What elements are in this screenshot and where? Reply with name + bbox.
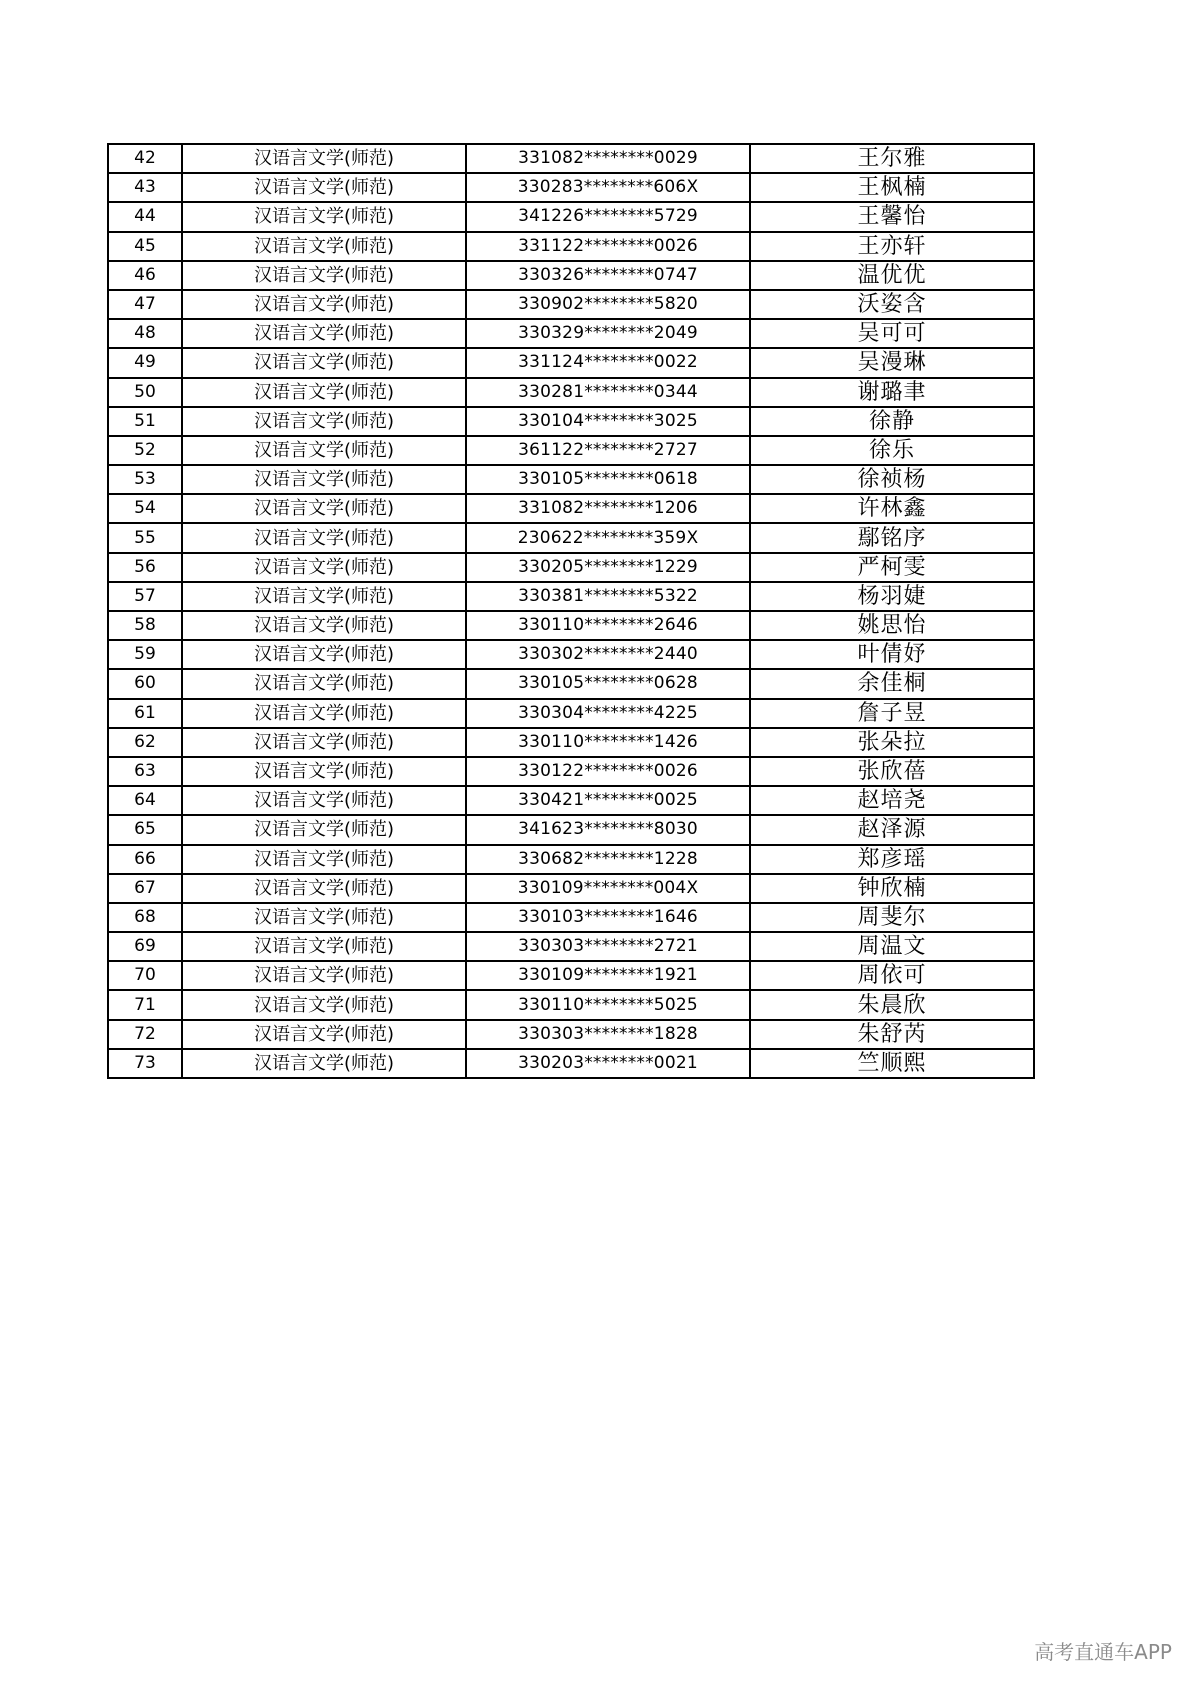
- major-cell: 汉语言文学(师范): [182, 669, 466, 698]
- roster-table-body: [108, 144, 1034, 1078]
- table-row: [108, 407, 1034, 436]
- id-number-cell: 330104********3025: [466, 407, 750, 436]
- id-number-cell: 331124********0022: [466, 348, 750, 377]
- id-number-cell: 330421********0025: [466, 786, 750, 815]
- id-number-cell: 341226********5729: [466, 202, 750, 231]
- name-cell: 鄢铭序: [750, 523, 1034, 552]
- table-row: [108, 582, 1034, 611]
- major-cell: 汉语言文学(师范): [182, 961, 466, 990]
- id-number-cell: 330110********5025: [466, 990, 750, 1019]
- row-number-cell: 45: [108, 232, 182, 261]
- id-number-cell: 330303********2721: [466, 932, 750, 961]
- major-cell: 汉语言文学(师范): [182, 640, 466, 669]
- major-cell: 汉语言文学(师范): [182, 494, 466, 523]
- row-number-cell: 48: [108, 319, 182, 348]
- name-cell: 谢璐聿: [750, 378, 1034, 407]
- major-cell: 汉语言文学(师范): [182, 699, 466, 728]
- name-cell: 严柯雯: [750, 553, 1034, 582]
- id-number-cell: 330105********0628: [466, 669, 750, 698]
- roster-table-container: [107, 143, 1035, 1079]
- watermark: 高考直通车APP: [1034, 1640, 1172, 1664]
- name-cell: 吴漫琳: [750, 348, 1034, 377]
- major-cell: 汉语言文学(师范): [182, 815, 466, 844]
- name-cell: 朱舒芮: [750, 1020, 1034, 1049]
- row-number-cell: 70: [108, 961, 182, 990]
- row-number-cell: 60: [108, 669, 182, 698]
- table-row: [108, 669, 1034, 698]
- table-row: [108, 1020, 1034, 1049]
- name-cell: 赵泽源: [750, 815, 1034, 844]
- table-row: [108, 290, 1034, 319]
- name-cell: 郑彦瑶: [750, 845, 1034, 874]
- id-number-cell: 330302********2440: [466, 640, 750, 669]
- major-cell: 汉语言文学(师范): [182, 903, 466, 932]
- major-cell: 汉语言文学(师范): [182, 845, 466, 874]
- table-row: [108, 553, 1034, 582]
- table-row: [108, 144, 1034, 173]
- major-cell: 汉语言文学(师范): [182, 523, 466, 552]
- id-number-cell: 330122********0026: [466, 757, 750, 786]
- row-number-cell: 67: [108, 874, 182, 903]
- table-row: [108, 757, 1034, 786]
- row-number-cell: 46: [108, 261, 182, 290]
- id-number-cell: 330283********606X: [466, 173, 750, 202]
- id-number-cell: 361122********2727: [466, 436, 750, 465]
- id-number-cell: 330304********4225: [466, 699, 750, 728]
- table-row: [108, 436, 1034, 465]
- id-number-cell: 331082********0029: [466, 144, 750, 173]
- major-cell: 汉语言文学(师范): [182, 990, 466, 1019]
- name-cell: 沃姿含: [750, 290, 1034, 319]
- row-number-cell: 61: [108, 699, 182, 728]
- id-number-cell: 330110********1426: [466, 728, 750, 757]
- row-number-cell: 62: [108, 728, 182, 757]
- name-cell: 王尔雅: [750, 144, 1034, 173]
- major-cell: 汉语言文学(师范): [182, 932, 466, 961]
- name-cell: 王馨怡: [750, 202, 1034, 231]
- major-cell: 汉语言文学(师范): [182, 144, 466, 173]
- major-cell: 汉语言文学(师范): [182, 1049, 466, 1078]
- id-number-cell: 330109********004X: [466, 874, 750, 903]
- name-cell: 张欣蓓: [750, 757, 1034, 786]
- row-number-cell: 53: [108, 465, 182, 494]
- row-number-cell: 73: [108, 1049, 182, 1078]
- id-number-cell: 330205********1229: [466, 553, 750, 582]
- name-cell: 吴可可: [750, 319, 1034, 348]
- row-number-cell: 56: [108, 553, 182, 582]
- id-number-cell: 330326********0747: [466, 261, 750, 290]
- table-row: [108, 903, 1034, 932]
- id-number-cell: 331122********0026: [466, 232, 750, 261]
- table-row: [108, 202, 1034, 231]
- id-number-cell: 330203********0021: [466, 1049, 750, 1078]
- row-number-cell: 63: [108, 757, 182, 786]
- name-cell: 余佳桐: [750, 669, 1034, 698]
- name-cell: 姚思怡: [750, 611, 1034, 640]
- name-cell: 杨羽婕: [750, 582, 1034, 611]
- table-row: [108, 378, 1034, 407]
- major-cell: 汉语言文学(师范): [182, 436, 466, 465]
- name-cell: 钟欣楠: [750, 874, 1034, 903]
- name-cell: 徐静: [750, 407, 1034, 436]
- table-row: [108, 728, 1034, 757]
- major-cell: 汉语言文学(师范): [182, 465, 466, 494]
- table-row: [108, 699, 1034, 728]
- major-cell: 汉语言文学(师范): [182, 232, 466, 261]
- id-number-cell: 330902********5820: [466, 290, 750, 319]
- row-number-cell: 49: [108, 348, 182, 377]
- name-cell: 王枫楠: [750, 173, 1034, 202]
- major-cell: 汉语言文学(师范): [182, 173, 466, 202]
- id-number-cell: 330109********1921: [466, 961, 750, 990]
- row-number-cell: 72: [108, 1020, 182, 1049]
- name-cell: 王亦轩: [750, 232, 1034, 261]
- name-cell: 詹子昱: [750, 699, 1034, 728]
- row-number-cell: 43: [108, 173, 182, 202]
- row-number-cell: 69: [108, 932, 182, 961]
- name-cell: 温优优: [750, 261, 1034, 290]
- name-cell: 周依可: [750, 961, 1034, 990]
- id-number-cell: 330105********0618: [466, 465, 750, 494]
- id-number-cell: 330682********1228: [466, 845, 750, 874]
- id-number-cell: 330103********1646: [466, 903, 750, 932]
- row-number-cell: 55: [108, 523, 182, 552]
- row-number-cell: 66: [108, 845, 182, 874]
- table-row: [108, 494, 1034, 523]
- table-row: [108, 874, 1034, 903]
- major-cell: 汉语言文学(师范): [182, 786, 466, 815]
- table-row: [108, 961, 1034, 990]
- name-cell: 徐乐: [750, 436, 1034, 465]
- major-cell: 汉语言文学(师范): [182, 1020, 466, 1049]
- major-cell: 汉语言文学(师范): [182, 348, 466, 377]
- row-number-cell: 58: [108, 611, 182, 640]
- major-cell: 汉语言文学(师范): [182, 553, 466, 582]
- table-row: [108, 232, 1034, 261]
- row-number-cell: 44: [108, 202, 182, 231]
- name-cell: 竺顺熙: [750, 1049, 1034, 1078]
- row-number-cell: 57: [108, 582, 182, 611]
- major-cell: 汉语言文学(师范): [182, 319, 466, 348]
- row-number-cell: 71: [108, 990, 182, 1019]
- id-number-cell: 330329********2049: [466, 319, 750, 348]
- id-number-cell: 330303********1828: [466, 1020, 750, 1049]
- table-row: [108, 261, 1034, 290]
- table-row: [108, 932, 1034, 961]
- table-row: [108, 348, 1034, 377]
- row-number-cell: 68: [108, 903, 182, 932]
- row-number-cell: 64: [108, 786, 182, 815]
- table-row: [108, 786, 1034, 815]
- table-row: [108, 815, 1034, 844]
- table-row: [108, 319, 1034, 348]
- major-cell: 汉语言文学(师范): [182, 874, 466, 903]
- major-cell: 汉语言文学(师范): [182, 582, 466, 611]
- row-number-cell: 51: [108, 407, 182, 436]
- row-number-cell: 47: [108, 290, 182, 319]
- table-row: [108, 611, 1034, 640]
- id-number-cell: 230622********359X: [466, 523, 750, 552]
- major-cell: 汉语言文学(师范): [182, 757, 466, 786]
- name-cell: 张朵拉: [750, 728, 1034, 757]
- table-row: [108, 465, 1034, 494]
- id-number-cell: 331082********1206: [466, 494, 750, 523]
- name-cell: 朱晨欣: [750, 990, 1034, 1019]
- name-cell: 许林鑫: [750, 494, 1034, 523]
- major-cell: 汉语言文学(师范): [182, 261, 466, 290]
- id-number-cell: 330110********2646: [466, 611, 750, 640]
- major-cell: 汉语言文学(师范): [182, 728, 466, 757]
- row-number-cell: 52: [108, 436, 182, 465]
- row-number-cell: 50: [108, 378, 182, 407]
- table-row: [108, 640, 1034, 669]
- table-row: [108, 990, 1034, 1019]
- roster-table: [107, 143, 1035, 1079]
- row-number-cell: 65: [108, 815, 182, 844]
- row-number-cell: 54: [108, 494, 182, 523]
- name-cell: 周斐尔: [750, 903, 1034, 932]
- table-row: [108, 845, 1034, 874]
- table-row: [108, 1049, 1034, 1078]
- id-number-cell: 330281********0344: [466, 378, 750, 407]
- major-cell: 汉语言文学(师范): [182, 611, 466, 640]
- name-cell: 徐祯杨: [750, 465, 1034, 494]
- major-cell: 汉语言文学(师范): [182, 378, 466, 407]
- id-number-cell: 341623********8030: [466, 815, 750, 844]
- name-cell: 叶倩妤: [750, 640, 1034, 669]
- id-number-cell: 330381********5322: [466, 582, 750, 611]
- table-row: [108, 523, 1034, 552]
- row-number-cell: 59: [108, 640, 182, 669]
- major-cell: 汉语言文学(师范): [182, 407, 466, 436]
- major-cell: 汉语言文学(师范): [182, 202, 466, 231]
- row-number-cell: 42: [108, 144, 182, 173]
- major-cell: 汉语言文学(师范): [182, 290, 466, 319]
- name-cell: 赵培尧: [750, 786, 1034, 815]
- table-row: [108, 173, 1034, 202]
- name-cell: 周温文: [750, 932, 1034, 961]
